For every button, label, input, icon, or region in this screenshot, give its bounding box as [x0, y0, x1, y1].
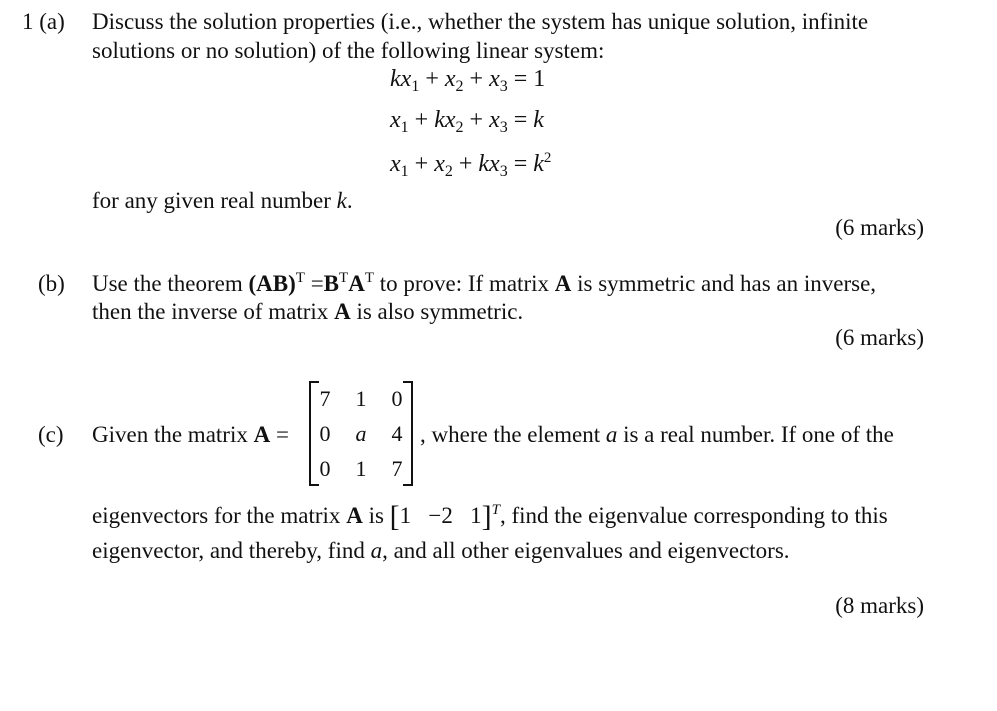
matrix-A [309, 381, 413, 484]
eigenvector: [1 −2 1]$^T$ [389, 500, 500, 533]
part-c-line3: eigenvector, and thereby, find a, and all other eigenvalues and eigenvectors. [92, 538, 790, 563]
matrix-cell: a [355, 421, 367, 446]
part-b-label: (b) [38, 271, 65, 296]
matrix-cell: 0 [319, 456, 331, 481]
part-c-after-matrix: , where the element a is a real number. If one of the [420, 422, 894, 447]
matrix-cell: 1 [355, 386, 367, 411]
part-a-text-line1: Discuss the solution properties (i.e., whether the system has unique solution, infinite [92, 9, 869, 34]
equation-2: $x_1 + kx_2 + x_3 = k$ [390, 107, 544, 136]
matrix-cell: 7 [391, 456, 403, 481]
part-b-line1: Use the theorem $(AB)^T =B^TA^T$ to prove: If matrix A is symmetric and has an inverse, [92, 270, 877, 296]
part-c-intro: Given the matrix A = [92, 422, 289, 447]
matrix-cell: 7 [319, 386, 331, 411]
part-c-label: (c) [38, 422, 64, 447]
matrix-cell: 1 [355, 456, 367, 481]
part-a-label: (a) [39, 9, 65, 34]
part-c-line2: eigenvectors for the matrix A is [1 −2 1]$^T$, find the eigenvalue corresponding to this [92, 500, 888, 533]
question-number: 1 (a) [22, 9, 65, 34]
theorem: $(AB)^T =B^TA^T$ [248, 270, 374, 296]
matrix-cell: 0 [319, 421, 331, 446]
part-b-marks: (6 marks) [835, 325, 924, 350]
equation-1: $kx_1 + x_2 + x_3 = 1$ [390, 66, 546, 95]
part-a-text-line2: solutions or no solution) of the following linear system: [92, 38, 605, 63]
part-a-marks: (6 marks) [835, 215, 924, 240]
matrix-cell: 4 [391, 421, 403, 446]
part-c-marks: (8 marks) [835, 593, 924, 618]
matrix-cell: 0 [391, 386, 403, 411]
part-a-footer: for any given real number k. [92, 188, 353, 213]
equation-3: $x_1 + x_2 + kx_3 = k^2$ [390, 150, 552, 180]
part-b-line2: then the inverse of matrix A is also symmetric. [92, 299, 524, 324]
